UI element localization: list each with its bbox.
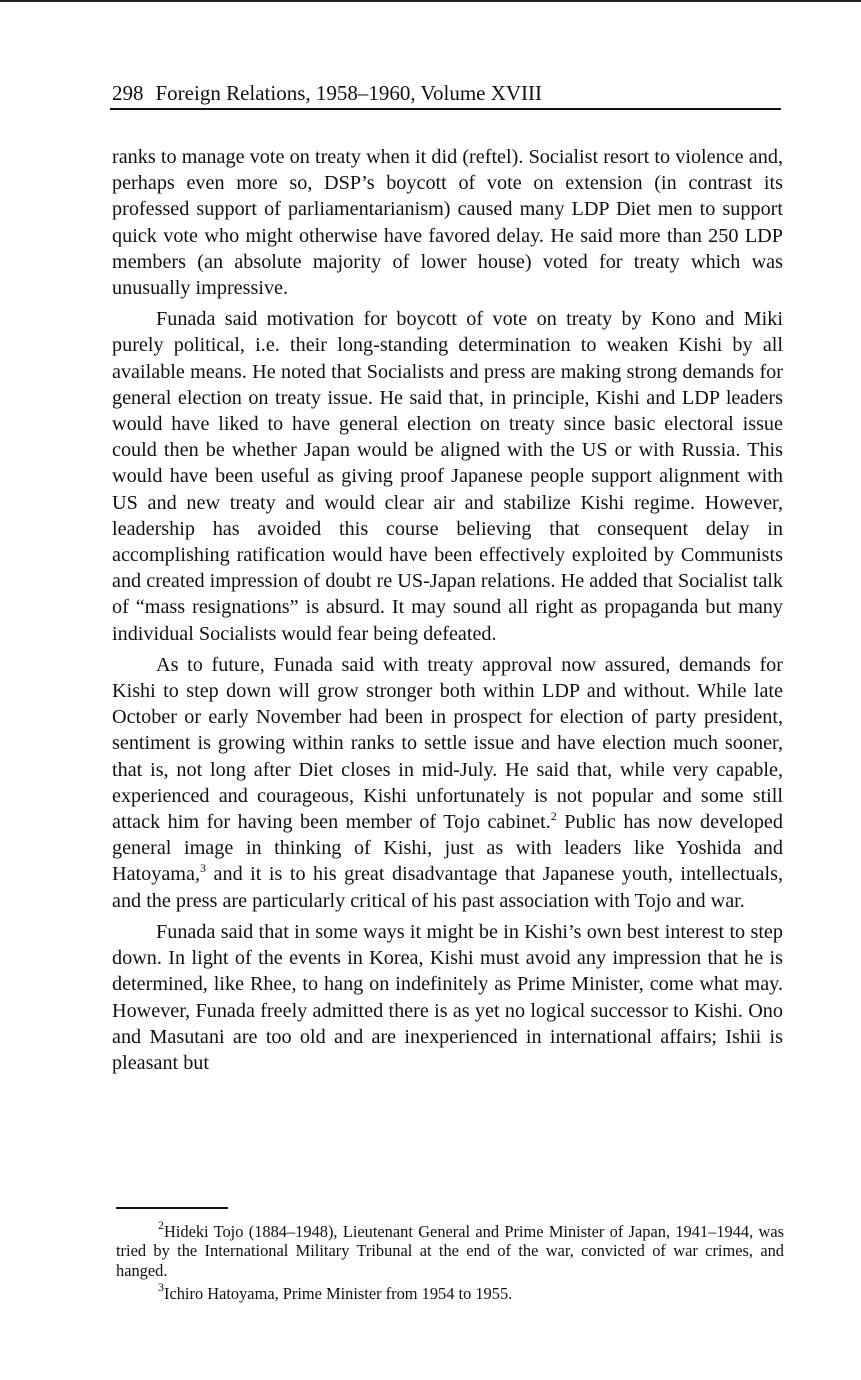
footnote-ref-3[interactable]: 3 [200,861,207,876]
paragraph-3 [112,652,783,914]
footnote-3-text: Ichiro Hatoyama, Prime Minister from 1954 to 1955. [164,1284,513,1304]
body-text [112,144,783,1081]
footnote-marker-3: 3 [158,1280,164,1295]
paragraph-4: Funada said that in some ways it might be in Kishi’s own best interest to step down. In light of the events in Korea, Kishi must avoid any impression that he is determined, like Rhee, to hang on indefinitely as Prime Minister, come what may. However, Funada freely admitted there is as yet no logical successor to Kishi. Ono and Masutani are too old and are inexperienced in international affairs; Ishii is pleasant but [112,920,783,1074]
footnote-separator [116,1207,228,1209]
footnote-marker-2: 2 [158,1218,164,1232]
page-top-border [0,0,861,2]
paragraph-1: ranks to manage vote on treaty when it did (reftel). Socialist resort to violence and, perhaps even more so, DSP’s boycott of vote on extension (in contrast its professed support of parliamentarianism) caused many LDP Diet men to support quick vote who might otherwise have favored delay. He said more than 250 LDP members (an absolute majority of lower house) voted for treaty which was unusually impressive. [112,146,783,300]
footnote-2 [116,1218,784,1280]
footnotes [116,1218,784,1308]
publication-title: Foreign Relations, 1958–1960, Volume XVIII [155,81,543,105]
footnote-2-text: Hideki Tojo (1884–1948), Lieutenant General and Prime Minister of Japan, 1941–1944, was tried by the International Military Tribunal at the end of the war, convicted of war crimes, and hanged. [116,1222,784,1280]
running-header [112,78,780,108]
footnote-3 [116,1280,784,1304]
paragraph-3-part-1: As to future, Funada said with treaty approval now assured, demands for Kishi to step down will grow stronger both within LDP and without. While late October or early November had been in prospect for election of party president, sentiment is growing within ranks to settle issue and have election much sooner, that is, not long after Diet closes in mid-July. He said that, while very capable, experienced and courageous, Kishi unfortunately is not popular and some still attack him for having been member of Tojo cabinet. [112,653,783,834]
footnote-ref-2[interactable]: 2 [550,809,557,824]
paragraph-3-part-3: and it is to his great disadvantage that Japanese youth, intellectuals, and the press are particularly critical of his past association with Tojo and war. [112,863,783,912]
paragraph-2: Funada said motivation for boycott of vote on treaty by Kono and Miki purely political, i.e. their long-standing determination to weaken Kishi by all available means. He noted that Socialists and press are making strong demands for general election on treaty issue. He said that, in principle, Kishi and LDP leaders would have liked to have general election on treaty since basic electoral issue could then be whether Japan would be aligned with the US or with Russia. This would have been useful as giving proof Japanese people support alignment with US and new treaty and would clear air and stabilize Kishi regime. However, leadership has avoided this course believing that consequent delay in accomplishing ratification would have been effectively exploited by Communists and created impression of doubt re US-Japan relations. He added that Socialist talk of “mass resignations” is absurd. It may sound all right as propaganda but many individual Socialists would fear being defeated. [112,308,783,645]
header-rule [110,108,781,110]
page-number: 298 [112,81,144,105]
paragraph-3-part-2: Public has now developed general image in thinking of Kishi, just as with leaders like Yoshida and Hatoyama, [112,811,783,886]
